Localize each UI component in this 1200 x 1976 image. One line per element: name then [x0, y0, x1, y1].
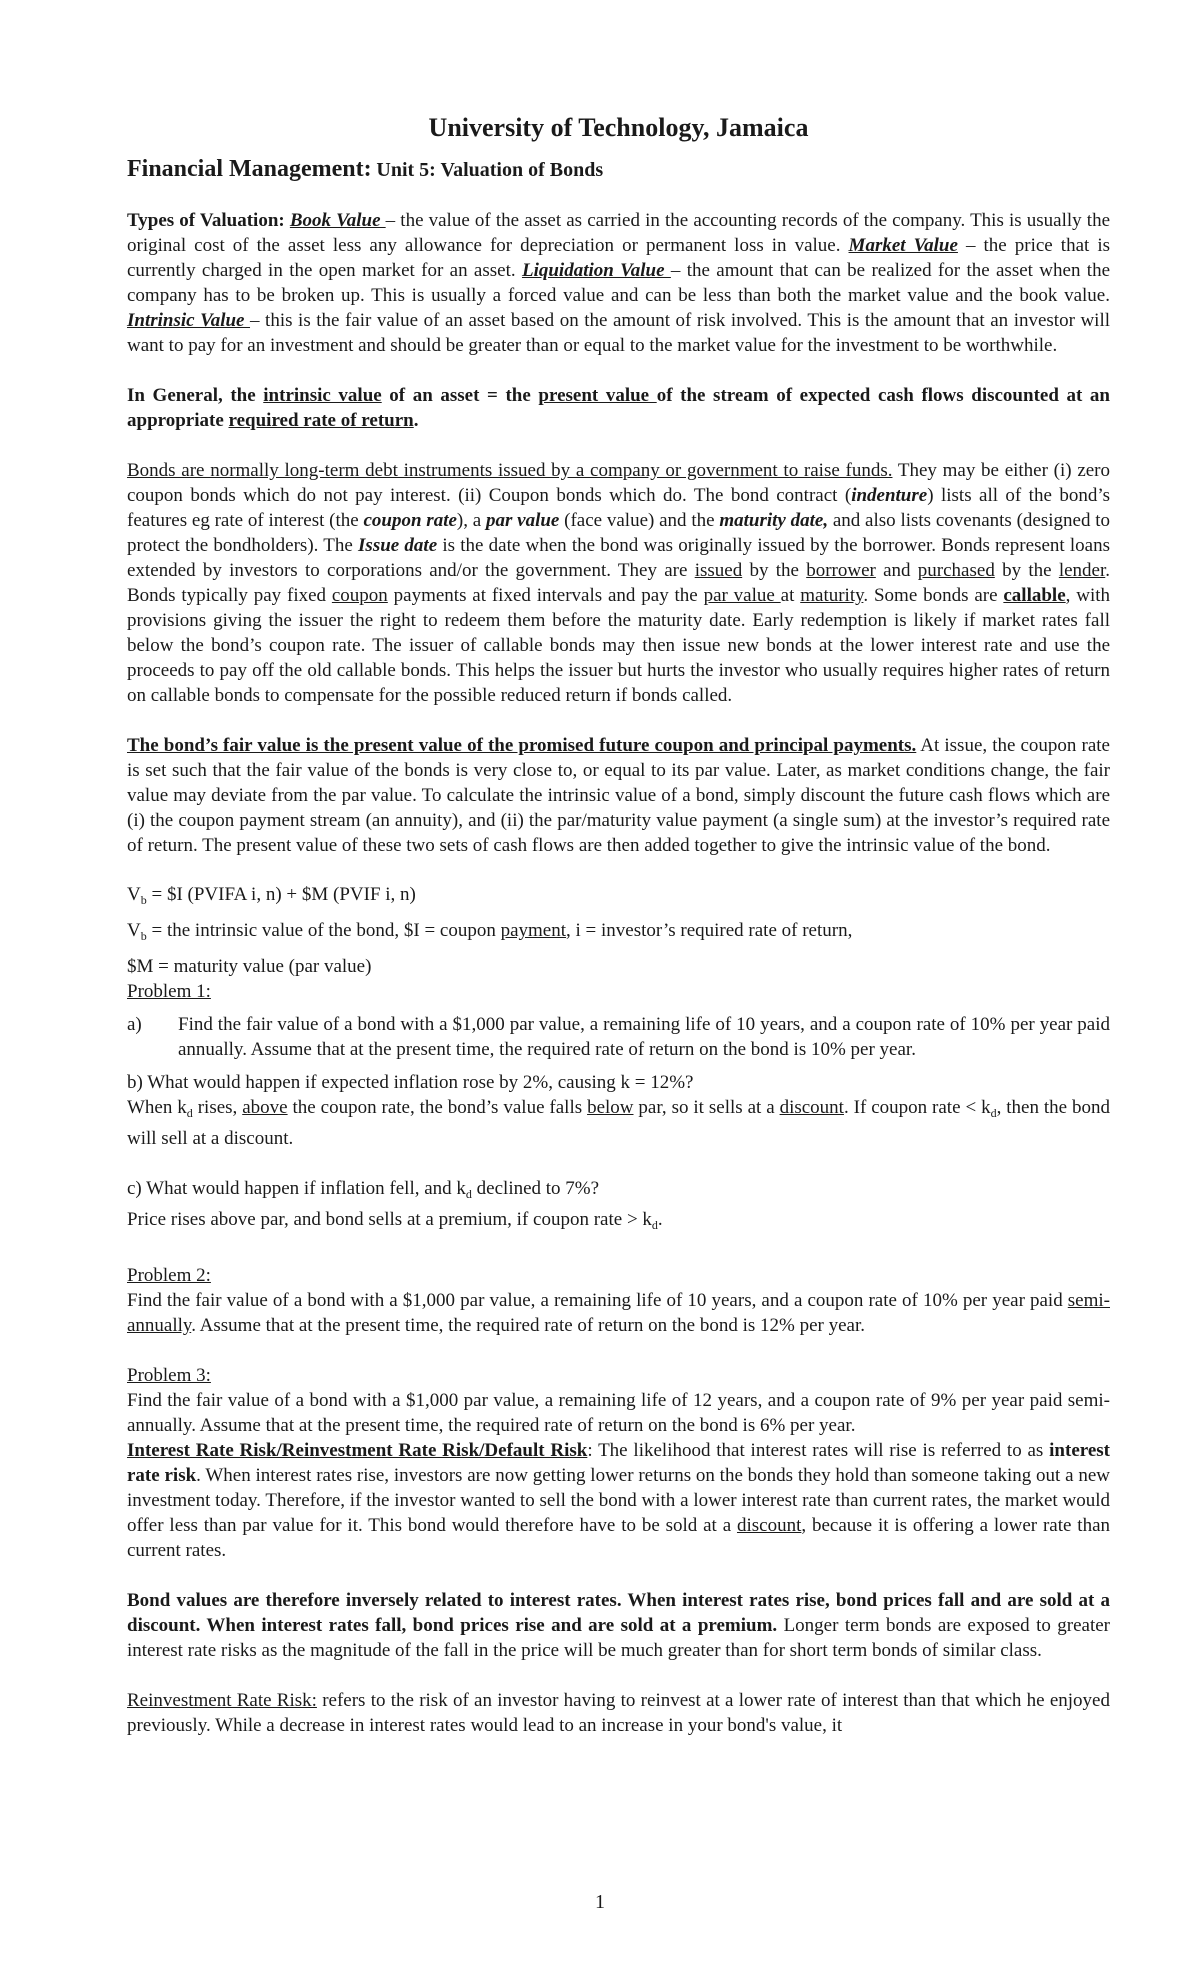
fair-value-heading: The bond’s fair value is the present value of the promised future coupon and principal payments. — [127, 735, 917, 756]
market-value-term: Market Value — [848, 235, 958, 256]
bonds-definition: Bonds are normally long-term debt instruments issued by a company or government to raise funds. — [127, 460, 893, 481]
university-title: University of Technology, Jamaica — [428, 113, 809, 142]
fair-value-paragraph — [127, 733, 1110, 858]
problem-2-title: Problem 2: — [127, 1265, 211, 1286]
risk-heading: Interest Rate Risk/Reinvestment Rate Risk/Default Risk — [127, 1440, 588, 1461]
inverse-relation-paragraph: Bond values are therefore inversely related to interest rates. When interest rates rise, bond prices fall and are sold at a discount. When interest rates fall, bond prices rise and are sold at a premium. Longer term bonds are exposed to greater interest rate risks as the magnitude of the fall in the price will be much greater than for short term bonds of similar class. — [127, 1590, 1110, 1661]
course-title — [127, 154, 1110, 186]
indenture-term: indenture — [851, 485, 928, 506]
problem-1-title: Problem 1: — [127, 981, 211, 1002]
bonds-paragraph: Bonds are normally long-term debt instruments issued by a company or government to raise funds. They may be either (i) zero coupon bonds which do not pay interest. (ii) Coupon bonds which do. The bond contract (indenture) lists all of the bond’s features eg rate of interest (the coupon rate), a par value (face value) and the maturity date, and also lists covenants (designed to protect the bondholders). The Issue date is the date when the bond was originally issued by the borrower. Bonds represent loans extended by investors to corporations and/or the government. They are issued by the borrower and purchased by the lender. Bonds typically pay fixed coupon payments at fixed intervals and pay the par value at maturity. Some bonds are callable, with provisions giving the issuer the right to redeem them before the maturity date. Early redemption is likely if market rates fall below the bond’s coupon rate. The issuer of callable bonds may then issue new bonds at the lower interest rate and use the proceeds to pay off the old callable bonds. This helps the issuer but hurts the investor who usually requires higher rates of return on callable bonds to compensate for the possible reduced return if bonds called. — [127, 460, 1111, 706]
book-value-def: – the value of the asset as carried in the accounting records of the company. This is usually the original cost of the asset less any allowance for depreciation or permanent loss in value. — [127, 210, 1111, 256]
general-paragraph: In General, the intrinsic value of an asset = the present value of the stream of expected cash flows discounted at an appropriate required rate of return. — [127, 385, 1110, 431]
problem-2-text: Find the fair value of a bond with a $1,000 par value, a remaining life of 10 years, and a coupon rate of 10% per year paid semi-annually. Assume that at the present time, the required rate of return on the bond is 12% per year. — [127, 1290, 1110, 1336]
unit-name: Unit 5: Valuation of Bonds — [376, 159, 604, 181]
maturity-value-definition: $M = maturity value (par value) — [127, 956, 372, 977]
market-value-def: – the price that is currently charged in the open market for an asset. — [127, 235, 1110, 281]
valuation-label: Types of Valuation: — [127, 210, 285, 231]
problem-1-part-b-answer: When $k_d$ rises, above the coupon rate, the bond’s value falls below par, so it sells at a discount. If coupon rate < $k_d$, then the bond will sell at a discount. — [127, 1097, 1111, 1149]
coupon-rate-term: coupon rate — [363, 510, 457, 531]
callable-term: callable — [1003, 585, 1066, 606]
valuation-paragraph — [127, 208, 1110, 358]
liquidation-value-term: Liquidation Value — [521, 260, 671, 281]
problem-1-part-c-answer: Price rises above par, and bond sells at a premium, if coupon rate > $k_d$. — [127, 1209, 663, 1232]
bond-value-formula: $V_b$ = $I (PVIFA i, n) + $M (PVIF i, n) — [127, 884, 416, 907]
liquidation-value-def: – the amount that can be realized for the asset when the company has to be broken up. This is usually a forced value and can be less than both the market value and the book value. — [127, 260, 1111, 306]
page-number: 1 — [595, 1891, 605, 1913]
intrinsic-value-link: intrinsic value — [263, 385, 382, 406]
fair-value-body: At issue, the coupon rate is set such that the fair value of the bonds is very close to, or equal to its par value. Later, as market conditions change, the fair value may deviate from the par value. To calculate the intrinsic value of a bond, simply discount the future cash flows which are (i) the coupon payment stream (an annuity), and (ii) the par/maturity value payment (a single sum) at the investor’s required rate of return. The present value of these two sets of cash flows are then added together to give the intrinsic value of the bond. — [127, 735, 1110, 856]
problem-1-part-b-question: b) What would happen if expected inflation rose by 2%, causing k = 12%? — [127, 1072, 694, 1093]
intrinsic-value-def: – this is the fair value of an asset based on the amount of risk involved. This is the amount that an investor will want to pay for an investment and should be greater than or equal to the market value for the investment to be worthwhile. — [127, 310, 1110, 356]
required-rate-link: required rate of return — [228, 410, 414, 431]
problem-1-part-a: a) Find the fair value of a bond with a $1,000 par value, a remaining life of 10 years, and a coupon rate of 10% per year paid annually. Assume that at the present time, the required rate of return on the bond is 10% per year. — [127, 1014, 1110, 1060]
intrinsic-value-term: Intrinsic Value — [127, 310, 251, 331]
reinvestment-heading: Reinvestment Rate Risk: — [127, 1690, 317, 1711]
reinvestment-risk-paragraph: Reinvestment Rate Risk: refers to the risk of an investor having to reinvest at a lower rate of interest than that which he enjoyed previously. While a decrease in interest rates would lead to an increase in your bond's value, it — [127, 1690, 1110, 1736]
interest-rate-risk-paragraph: Interest Rate Risk/Reinvestment Rate Risk/Default Risk: The likelihood that interest rates will rise is referred to as interest rate risk. When interest rates rise, investors are now getting lower returns on the bonds they hold than someone taking out a new investment today. Therefore, if the investor wanted to sell the bond with a lower interest rate than current rates, the market would offer less than par value for it. This bond would therefore have to be sold at a discount, because it is offering a lower rate than current rates. — [127, 1440, 1110, 1561]
issue-date-term: Issue date — [358, 535, 438, 556]
present-value-link: present value — [538, 385, 657, 406]
problem-3-title: Problem 3: — [127, 1365, 211, 1386]
formula-definitions: $V_b$ = the intrinsic value of the bond, $I = coupon payment, i = investor’s required rate of return, — [127, 920, 853, 943]
course-name: Financial Management: — [127, 156, 372, 182]
page-content — [127, 112, 1110, 1738]
par-value-term: par value — [485, 510, 560, 531]
problem-3-text: Find the fair value of a bond with a $1,000 par value, a remaining life of 12 years, and a coupon rate of 9% per year paid semi-annually. Assume that at the present time, the required rate of return on the bond is 6% per year. — [127, 1390, 1110, 1436]
maturity-date-term: maturity date, — [719, 510, 829, 531]
problem-1-part-c-question: c) What would happen if inflation fell, and $k_d$ declined to 7%? — [127, 1178, 600, 1201]
book-value-term: Book Value — [289, 210, 386, 231]
